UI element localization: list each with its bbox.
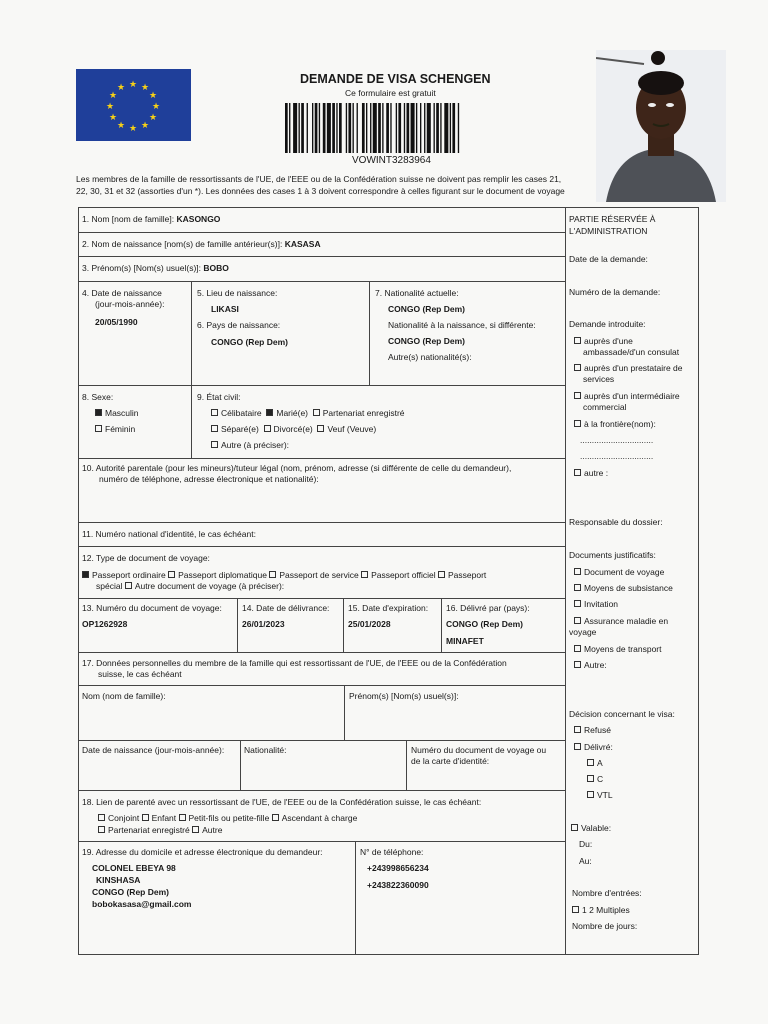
admin-doc-assurance-label-2: voyage — [569, 627, 597, 637]
checkbox-icon[interactable] — [269, 571, 276, 578]
doc-type-row-2 — [96, 581, 284, 592]
field-19-label: 19. Adresse du domicile et adresse électronique du demandeur: — [82, 847, 323, 857]
admin-opt-c — [587, 774, 603, 785]
admin-entrees: Nombre d'entrées: — [572, 888, 642, 898]
checkbox-icon[interactable] — [587, 759, 594, 766]
field-13-value[interactable]: OP1262928 — [82, 619, 128, 629]
admin-ambassade-label: auprès d'une — [584, 336, 633, 346]
field-16-value-1[interactable]: CONGO (Rep Dem) — [446, 619, 523, 629]
admin-intermediaire-label: auprès d'un intermédiaire — [584, 391, 680, 401]
checkbox-icon[interactable] — [142, 814, 149, 821]
checkbox-icon[interactable] — [179, 814, 186, 821]
phone-value-2[interactable]: +243822360090 — [367, 880, 429, 890]
field-7-other-label: Autre(s) nationalité(s): — [388, 352, 472, 362]
admin-dots-2: ............................... — [580, 451, 654, 461]
admin-date-demande: Date de la demande: — [569, 254, 648, 264]
field-17-label-1: 17. Données personnelles du membre de la famille qui est ressortissant de l'UE, de l'EEE ou de la Confédération — [82, 658, 507, 668]
svg-text:★: ★ — [116, 83, 126, 93]
field-14-label: 14. Date de délivrance: — [242, 603, 330, 613]
field-7-birth-value[interactable]: CONGO (Rep Dem) — [388, 336, 465, 346]
admin-doc-transport — [574, 644, 661, 655]
field-16-label: 16. Délivré par (pays): — [446, 603, 530, 613]
checkbox-icon[interactable] — [574, 661, 581, 668]
admin-refuse-label: Refusé — [584, 725, 611, 735]
intro-line-1: Les membres de la famille de ressortissants de l'UE, de l'EEE ou de la Confédération suisse ne doivent pas remplir les cases 21, — [76, 174, 562, 184]
svg-text:★: ★ — [108, 91, 118, 101]
checkbox-icon[interactable] — [574, 726, 581, 733]
civil-status-row-1 — [211, 408, 405, 419]
relation-child-label: Enfant — [151, 813, 177, 823]
admin-ambassade-label-2: ambassade/d'un consulat — [583, 347, 680, 357]
doc-service-label: Passeport de service — [279, 570, 359, 580]
checkbox-icon[interactable] — [313, 409, 320, 416]
admin-frontiere-label: à la frontière(nom): — [584, 419, 656, 429]
checkbox-icon[interactable] — [574, 645, 581, 652]
admin-numero-demande: Numéro de la demande: — [569, 287, 661, 297]
admin-doc-autre-label: Autre: — [584, 660, 607, 670]
admin-decision: Décision concernant le visa: — [569, 709, 675, 719]
admin-opt-a — [587, 758, 603, 769]
field-17-doc-1: Numéro du document de voyage ou — [411, 745, 547, 755]
field-17-nom: Nom (nom de famille): — [82, 691, 166, 701]
admin-refuse — [574, 725, 611, 736]
admin-doc-voyage-label: Document de voyage — [584, 567, 665, 577]
checkbox-checked-icon[interactable] — [95, 409, 102, 416]
admin-doc-invitation-label: Invitation — [584, 599, 619, 609]
checkbox-icon[interactable] — [571, 824, 578, 831]
checkbox-checked-icon[interactable] — [82, 571, 89, 578]
admin-justificatifs: Documents justificatifs: — [569, 550, 656, 560]
phone-label: N° de téléphone: — [360, 847, 424, 857]
field-4-label-1: 4. Date de naissance — [82, 288, 162, 298]
admin-title-2: L'ADMINISTRATION — [569, 226, 648, 236]
relation-row-1 — [98, 813, 357, 824]
admin-opt-intermediaire — [574, 391, 680, 402]
admin-jours: Nombre de jours: — [572, 921, 638, 931]
sex-option-female[interactable] — [95, 424, 135, 435]
admin-au: Au: — [579, 856, 592, 866]
relation-partnership-label: Partenariat enregistré — [108, 825, 190, 835]
field-17-dob: Date de naissance (jour-mois-année): — [82, 745, 225, 755]
doc-special-label: Passeport — [448, 570, 487, 580]
field-15-value[interactable]: 25/01/2028 — [348, 619, 391, 629]
address-line-1[interactable]: COLONEL EBEYA 98 — [92, 863, 176, 873]
checkbox-icon[interactable] — [95, 425, 102, 432]
field-1-value[interactable]: KASONGO — [176, 214, 221, 224]
checkbox-icon[interactable] — [438, 571, 445, 578]
civil-divorced-label: Divorcé(e) — [273, 424, 313, 434]
svg-text:★: ★ — [116, 121, 126, 131]
field-2 — [82, 239, 321, 250]
field-5-label: 5. Lieu de naissance: — [197, 288, 278, 298]
field-17-doc-2: de la carte d'identité: — [411, 756, 490, 766]
checkbox-icon[interactable] — [264, 425, 271, 432]
field-17-nationality: Nationalité: — [244, 745, 287, 755]
checkbox-icon[interactable] — [98, 814, 105, 821]
checkbox-icon[interactable] — [211, 441, 218, 448]
svg-text:★: ★ — [151, 102, 161, 112]
checkbox-icon[interactable] — [574, 617, 581, 624]
admin-opt-autre — [574, 468, 608, 479]
admin-opt-frontiere — [574, 419, 656, 430]
admin-dots-1: ............................... — [580, 435, 654, 445]
field-7-value[interactable]: CONGO (Rep Dem) — [388, 304, 465, 314]
svg-text:★: ★ — [108, 113, 118, 123]
field-10-label-1: 10. Autorité parentale (pour les mineurs)/tuteur légal (nom, prénom, adresse (si différente de celle du demandeur), — [82, 463, 512, 473]
checkbox-icon[interactable] — [574, 600, 581, 607]
civil-widowed-label: Veuf (Veuve) — [327, 424, 377, 434]
doc-type-row-1 — [82, 570, 486, 581]
admin-entrees-options-label: 1 2 Multiples — [582, 905, 630, 915]
civil-status-row-2 — [211, 424, 376, 435]
eu-flag-logo — [76, 69, 191, 141]
sex-option-male[interactable] — [95, 408, 139, 419]
relation-other-label: Autre — [202, 825, 223, 835]
field-2-label: 2. Nom de naissance [nom(s) de famille antérieur(s)]: — [82, 239, 283, 249]
checkbox-icon[interactable] — [574, 743, 581, 750]
relation-grandchild-label: Petit-fils ou petite-fille — [188, 813, 270, 823]
admin-autre-label: autre : — [584, 468, 609, 478]
checkbox-icon[interactable] — [572, 906, 579, 913]
field-9-label: 9. État civil: — [197, 392, 241, 402]
barcode — [283, 103, 508, 153]
admin-opt-a-label: A — [597, 758, 603, 768]
checkbox-icon[interactable] — [211, 409, 218, 416]
doc-special-label-2: spécial — [96, 581, 123, 591]
field-11-label: 11. Numéro national d'identité, le cas échéant: — [82, 529, 256, 539]
field-14-value[interactable]: 26/01/2023 — [242, 619, 285, 629]
field-10-label-2: numéro de téléphone, adresse électronique et nationalité): — [99, 474, 319, 484]
admin-delivre-label: Délivré: — [584, 742, 613, 752]
field-17-label-2: suisse, le cas échéant — [98, 669, 182, 679]
field-8-label: 8. Sexe: — [82, 392, 114, 402]
checkbox-icon[interactable] — [168, 571, 175, 578]
field-3-label: 3. Prénom(s) [Nom(s) usuel(s)]: — [82, 263, 202, 273]
doc-ordinary-label: Passeport ordinaire — [92, 570, 166, 580]
field-15-label: 15. Date d'expiration: — [348, 603, 429, 613]
admin-du: Du: — [579, 839, 593, 849]
admin-introduite: Demande introduite: — [569, 319, 646, 329]
field-17-prenom: Prénom(s) [Nom(s) usuel(s)]: — [349, 691, 459, 701]
svg-text:★: ★ — [140, 121, 150, 131]
barcode-code: VOWINT3283964 — [352, 155, 431, 166]
checkbox-icon[interactable] — [574, 469, 581, 476]
admin-opt-vtl — [587, 790, 613, 801]
doc-other-label: Autre document de voyage (à préciser): — [134, 581, 285, 591]
address-line-3[interactable]: CONGO (Rep Dem) — [92, 887, 169, 897]
civil-status-row-3 — [211, 440, 289, 451]
checkbox-icon[interactable] — [574, 584, 581, 591]
svg-text:★: ★ — [128, 124, 138, 134]
checkbox-icon[interactable] — [317, 425, 324, 432]
admin-doc-subsistance — [574, 583, 673, 594]
checkbox-icon[interactable] — [98, 826, 105, 833]
admin-doc-assurance-label: Assurance maladie en — [584, 616, 669, 626]
field-3-value[interactable]: BOBO — [203, 263, 229, 273]
field-7-label: 7. Nationalité actuelle: — [375, 288, 459, 298]
field-6-label: 6. Pays de naissance: — [197, 320, 281, 330]
form-subtitle: Ce formulaire est gratuit — [345, 88, 436, 98]
admin-responsable: Responsable du dossier: — [569, 517, 663, 527]
relation-spouse-label: Conjoint — [108, 813, 140, 823]
checkbox-icon[interactable] — [574, 364, 581, 371]
doc-diplomatic-label: Passeport diplomatique — [178, 570, 267, 580]
email-value[interactable]: bobokasasa@gmail.com — [92, 899, 192, 909]
field-16-value-2[interactable]: MINAFET — [446, 636, 484, 646]
civil-separated-label: Séparé(e) — [221, 424, 259, 434]
applicant-photo — [596, 50, 726, 202]
admin-doc-invitation — [574, 599, 618, 610]
checkbox-icon[interactable] — [272, 814, 279, 821]
relation-row-2 — [98, 825, 222, 836]
field-13-label: 13. Numéro du document de voyage: — [82, 603, 222, 613]
svg-text:★: ★ — [140, 83, 150, 93]
checkbox-checked-icon[interactable] — [266, 409, 273, 416]
admin-doc-subsistance-label: Moyens de subsistance — [584, 583, 673, 593]
admin-title-1: PARTIE RÉSERVÉE À — [569, 214, 656, 224]
admin-doc-autre — [574, 660, 607, 671]
field-3 — [82, 263, 229, 274]
admin-intermediaire-label-2: commercial — [583, 402, 627, 412]
field-18-label: 18. Lien de parenté avec un ressortissant de l'UE, de l'EEE ou de la Confédération suisse, le cas échéant: — [82, 797, 482, 807]
doc-official-label: Passeport officiel — [371, 570, 436, 580]
admin-entrees-options — [572, 905, 630, 916]
svg-text:★: ★ — [105, 102, 115, 112]
field-5-value[interactable]: LIKASI — [211, 304, 239, 314]
field-7-birth-label: Nationalité à la naissance, si différente: — [388, 320, 536, 330]
checkbox-icon[interactable] — [211, 425, 218, 432]
admin-prestataire-label: auprès d'un prestataire de — [584, 363, 683, 373]
field-6-value[interactable]: CONGO (Rep Dem) — [211, 337, 288, 347]
field-4-label-2: (jour-mois-année): — [95, 299, 165, 309]
admin-opt-ambassade — [574, 336, 633, 347]
checkbox-icon[interactable] — [125, 582, 132, 589]
civil-married-label: Marié(e) — [276, 408, 309, 418]
checkbox-icon[interactable] — [192, 826, 199, 833]
field-2-value[interactable]: KASASA — [284, 239, 321, 249]
field-1-label: 1. Nom [nom de famille]: — [82, 214, 175, 224]
admin-valable-label: Valable: — [581, 823, 612, 833]
phone-value-1[interactable]: +243998656234 — [367, 863, 429, 873]
checkbox-icon[interactable] — [574, 337, 581, 344]
civil-single-label: Célibataire — [221, 408, 262, 418]
svg-text:★: ★ — [148, 91, 158, 101]
svg-text:★: ★ — [148, 113, 158, 123]
admin-doc-voyage — [574, 567, 664, 578]
admin-opt-prestataire — [574, 363, 683, 374]
checkbox-icon[interactable] — [574, 568, 581, 575]
sex-female-label: Féminin — [105, 424, 136, 434]
admin-opt-vtl-label: VTL — [597, 790, 613, 800]
admin-doc-assurance — [574, 616, 668, 627]
checkbox-icon[interactable] — [574, 392, 581, 399]
checkbox-icon[interactable] — [361, 571, 368, 578]
field-4-value[interactable]: 20/05/1990 — [95, 317, 138, 327]
admin-delivre — [574, 742, 613, 753]
admin-opt-c-label: C — [597, 774, 604, 784]
relation-dependent-label: Ascendant à charge — [281, 813, 358, 823]
sex-male-label: Masculin — [105, 408, 139, 418]
civil-other-label: Autre (à préciser): — [221, 440, 290, 450]
field-1 — [82, 214, 220, 225]
checkbox-icon[interactable] — [574, 420, 581, 427]
admin-valable — [571, 823, 611, 834]
form-title: DEMANDE DE VISA SCHENGEN — [300, 72, 491, 86]
admin-doc-transport-label: Moyens de transport — [584, 644, 662, 654]
intro-line-2: 22, 30, 31 et 32 (assorties d'un *). Les données des cases 1 à 3 doivent correspondre à celles figurant sur le document de voyage — [76, 186, 565, 196]
checkbox-icon[interactable] — [587, 775, 594, 782]
checkbox-icon[interactable] — [587, 791, 594, 798]
address-line-2[interactable]: KINSHASA — [96, 875, 141, 885]
field-12-label: 12. Type de document de voyage: — [82, 553, 210, 563]
svg-text:★: ★ — [128, 80, 138, 90]
civil-partnership-label: Partenariat enregistré — [322, 408, 405, 418]
admin-prestataire-label-2: services — [583, 374, 615, 384]
